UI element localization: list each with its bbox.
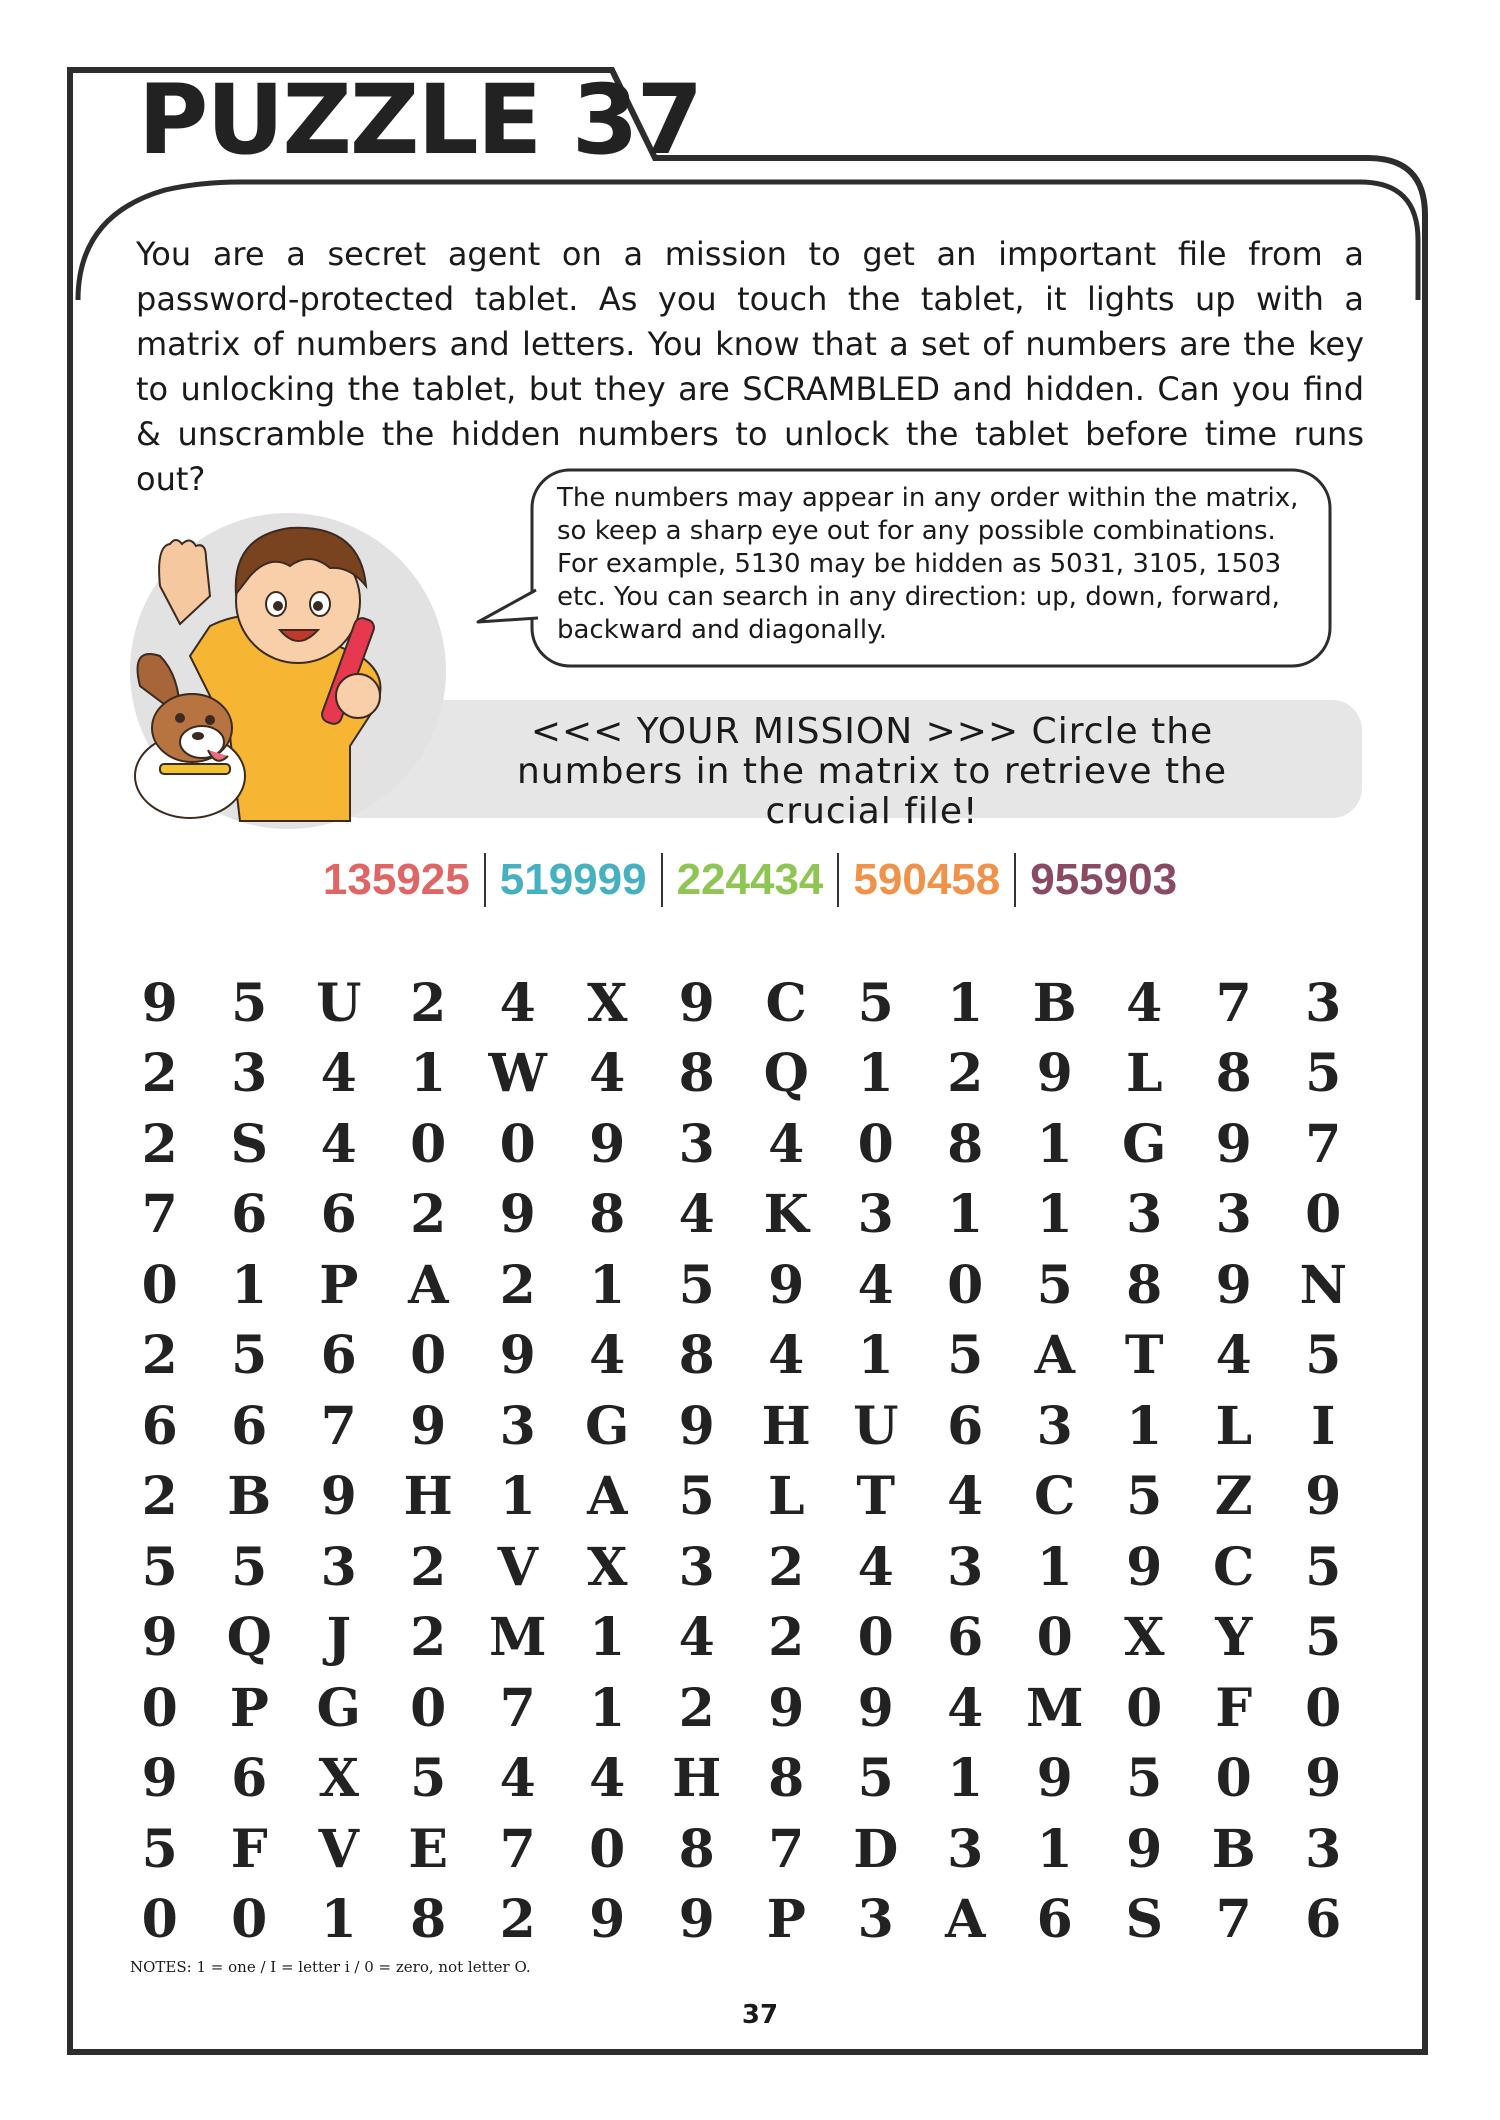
matrix-cell[interactable]: 5 (1305, 1607, 1342, 1669)
intro-paragraph: You are a secret agent on a mission to get an important file from a password-protected tablet. As you touch the tablet, it lights up with a matrix of numbers and letters. You know that a set of numbers are the key to unlocking the tablet, but they are SCRAMBLED and hidden. Can you find & unscramble the hidden numbers to unlock the tablet before time runs out? (136, 235, 1364, 498)
matrix-cell[interactable]: A (587, 1466, 628, 1528)
matrix-cell[interactable]: 9 (1036, 1043, 1073, 1105)
matrix-cell[interactable]: 1 (499, 1466, 536, 1528)
matrix-cell[interactable]: 3 (1305, 972, 1342, 1034)
matrix-cell[interactable]: 7 (320, 1395, 357, 1457)
matrix-cell[interactable]: 4 (1215, 1325, 1252, 1387)
matrix-cell[interactable]: 1 (857, 1325, 894, 1387)
matrix-cell[interactable]: 6 (320, 1325, 357, 1387)
matrix-cell[interactable]: 4 (589, 1325, 626, 1387)
matrix-cell[interactable]: M (488, 1607, 547, 1669)
matrix-cell[interactable]: 9 (678, 1889, 715, 1951)
matrix-cell[interactable]: P (766, 1889, 806, 1951)
matrix-cell[interactable]: 8 (589, 1184, 626, 1246)
target-number: 519999 (484, 853, 661, 907)
matrix-cell[interactable]: 4 (320, 1043, 357, 1105)
matrix-cell[interactable]: 3 (678, 1113, 715, 1175)
matrix-cell[interactable]: 2 (768, 1536, 805, 1598)
matrix-cell[interactable]: X (587, 1536, 628, 1598)
matrix-cell[interactable]: V (497, 1536, 538, 1598)
matrix-cell[interactable]: P (319, 1254, 359, 1316)
matrix-cell[interactable]: 4 (678, 1184, 715, 1246)
matrix-cell[interactable]: 4 (857, 1254, 894, 1316)
target-number: 224434 (661, 853, 838, 907)
matrix-cell[interactable]: 0 (410, 1113, 447, 1175)
matrix-cell[interactable]: 0 (1305, 1677, 1342, 1739)
matrix-cell[interactable]: 9 (1305, 1748, 1342, 1810)
matrix-cell[interactable]: 0 (857, 1113, 894, 1175)
matrix-cell[interactable]: 8 (678, 1043, 715, 1105)
matrix-cell[interactable]: 9 (1126, 1536, 1163, 1598)
matrix-cell[interactable]: 5 (231, 972, 268, 1034)
matrix-cell[interactable]: 2 (947, 1043, 984, 1105)
matrix-cell[interactable]: 5 (947, 1325, 984, 1387)
notes-text: NOTES: 1 = one / I = letter i / 0 = zero, not letter O. (130, 1958, 531, 1976)
matrix-cell[interactable]: 2 (768, 1607, 805, 1669)
letter-matrix (115, 968, 1368, 1955)
matrix-cell[interactable]: U (316, 972, 362, 1034)
matrix-cell[interactable]: 8 (410, 1889, 447, 1951)
matrix-cell[interactable]: 2 (410, 1536, 447, 1598)
matrix-cell[interactable]: G (316, 1677, 361, 1739)
matrix-cell[interactable]: 5 (1126, 1466, 1163, 1528)
matrix-cell[interactable]: 9 (320, 1466, 357, 1528)
matrix-cell[interactable]: 1 (947, 972, 984, 1034)
matrix-cell[interactable]: 5 (678, 1466, 715, 1528)
matrix-cell[interactable]: A (1034, 1325, 1075, 1387)
matrix-cell[interactable]: 0 (499, 1113, 536, 1175)
matrix-cell[interactable]: 6 (231, 1184, 268, 1246)
matrix-cell[interactable]: 3 (857, 1889, 894, 1951)
matrix-cell[interactable]: 7 (141, 1184, 178, 1246)
speech-bubble-tail (478, 590, 538, 622)
matrix-cell[interactable]: L (767, 1466, 805, 1528)
matrix-cell[interactable]: 5 (857, 1748, 894, 1810)
matrix-cell[interactable]: X (318, 1748, 359, 1810)
matrix-cell[interactable]: 4 (947, 1677, 984, 1739)
matrix-cell[interactable]: N (1299, 1254, 1348, 1316)
matrix-cell[interactable]: 6 (231, 1395, 268, 1457)
matrix-cell[interactable]: Q (763, 1043, 809, 1105)
matrix-cell[interactable]: K (763, 1184, 809, 1246)
matrix-cell[interactable]: 0 (947, 1254, 984, 1316)
matrix-cell[interactable]: S (230, 1113, 269, 1175)
matrix-cell[interactable]: 9 (678, 972, 715, 1034)
matrix-cell[interactable]: 1 (1126, 1395, 1163, 1457)
matrix-cell[interactable]: 1 (1036, 1184, 1073, 1246)
matrix-cell[interactable]: 3 (947, 1818, 984, 1880)
target-number: 590458 (837, 853, 1014, 907)
matrix-cell[interactable]: W (488, 1043, 547, 1105)
matrix-cell[interactable]: 9 (499, 1184, 536, 1246)
matrix-cell[interactable]: 0 (231, 1889, 268, 1951)
matrix-cell[interactable]: I (1311, 1395, 1336, 1457)
matrix-cell[interactable]: 9 (141, 972, 178, 1034)
matrix-cell[interactable]: 0 (141, 1254, 178, 1316)
target-number: 955903 (1014, 853, 1191, 907)
matrix-cell[interactable]: 4 (678, 1607, 715, 1669)
matrix-cell[interactable]: Z (1214, 1466, 1253, 1528)
matrix-cell[interactable]: 8 (768, 1748, 805, 1810)
matrix-cell[interactable]: 3 (499, 1395, 536, 1457)
matrix-cell[interactable]: 4 (857, 1536, 894, 1598)
matrix-cell[interactable]: 3 (1305, 1818, 1342, 1880)
matrix-cell[interactable]: 9 (1215, 1113, 1252, 1175)
matrix-cell[interactable]: 1 (1036, 1113, 1073, 1175)
matrix-cell[interactable]: T (1124, 1325, 1164, 1387)
matrix-cell[interactable]: 5 (141, 1818, 178, 1880)
matrix-cell[interactable]: 2 (141, 1043, 178, 1105)
matrix-cell[interactable]: 1 (947, 1184, 984, 1246)
matrix-cell[interactable]: 1 (1036, 1818, 1073, 1880)
matrix-cell[interactable]: B (1211, 1818, 1256, 1880)
matrix-cell[interactable]: 9 (589, 1889, 626, 1951)
matrix-cell[interactable]: 0 (1305, 1184, 1342, 1246)
matrix-cell[interactable]: J (326, 1607, 352, 1669)
matrix-cell[interactable]: V (318, 1818, 359, 1880)
matrix-cell[interactable]: 5 (231, 1325, 268, 1387)
matrix-cell[interactable]: 7 (1215, 1889, 1252, 1951)
agent-boy-illustration (120, 506, 450, 836)
matrix-cell[interactable]: 9 (141, 1748, 178, 1810)
matrix-cell[interactable]: 0 (410, 1677, 447, 1739)
matrix-cell[interactable]: 4 (947, 1466, 984, 1528)
matrix-cell[interactable]: 0 (141, 1889, 178, 1951)
matrix-cell[interactable]: 5 (141, 1536, 178, 1598)
tip-text: The numbers may appear in any order within the matrix, so keep a sharp eye out for any possible combinations. For example, 5130 may be hidden as 5031, 3105, 1503 etc. You can search in any direction: up, down, forward, backward and diagonally. (557, 483, 1299, 645)
matrix-cell[interactable]: 7 (1215, 972, 1252, 1034)
matrix-cell[interactable]: 9 (1305, 1466, 1342, 1528)
matrix-cell[interactable]: 3 (320, 1536, 357, 1598)
matrix-cell[interactable]: 6 (141, 1395, 178, 1457)
matrix-cell[interactable]: S (1125, 1889, 1164, 1951)
matrix-cell[interactable]: 4 (768, 1113, 805, 1175)
matrix-cell[interactable]: 2 (141, 1325, 178, 1387)
matrix-cell[interactable]: P (229, 1677, 269, 1739)
matrix-cell[interactable]: L (1215, 1395, 1253, 1457)
matrix-cell[interactable]: 8 (678, 1818, 715, 1880)
matrix-cell[interactable]: 6 (1305, 1889, 1342, 1951)
matrix-cell[interactable]: 1 (947, 1748, 984, 1810)
matrix-cell[interactable]: 9 (678, 1395, 715, 1457)
matrix-cell[interactable]: 9 (589, 1113, 626, 1175)
matrix-cell[interactable]: 0 (410, 1325, 447, 1387)
matrix-cell[interactable]: 1 (410, 1043, 447, 1105)
matrix-cell[interactable]: 5 (1036, 1254, 1073, 1316)
matrix-cell[interactable]: 9 (499, 1325, 536, 1387)
matrix-cell[interactable]: 2 (410, 1607, 447, 1669)
matrix-cell[interactable]: Y (1215, 1607, 1253, 1669)
matrix-cell[interactable]: G (1122, 1113, 1167, 1175)
matrix-cell[interactable]: H (761, 1395, 811, 1457)
matrix-cell[interactable]: 3 (678, 1536, 715, 1598)
matrix-cell[interactable]: 3 (1036, 1395, 1073, 1457)
matrix-cell[interactable]: 2 (499, 1254, 536, 1316)
matrix-cell[interactable]: 9 (857, 1677, 894, 1739)
matrix-cell[interactable]: 2 (141, 1113, 178, 1175)
matrix-cell[interactable]: 5 (1126, 1748, 1163, 1810)
matrix-cell[interactable]: 5 (857, 972, 894, 1034)
matrix-cell[interactable]: 3 (231, 1043, 268, 1105)
matrix-cell[interactable]: 9 (768, 1677, 805, 1739)
matrix-cell[interactable]: 3 (1126, 1184, 1163, 1246)
matrix-cell[interactable]: H (672, 1748, 722, 1810)
matrix-cell[interactable]: 2 (410, 1184, 447, 1246)
matrix-cell[interactable]: 1 (589, 1607, 626, 1669)
matrix-cell[interactable]: 8 (947, 1113, 984, 1175)
matrix-cell[interactable]: 9 (1215, 1254, 1252, 1316)
matrix-cell[interactable]: 4 (499, 972, 536, 1034)
matrix-cell[interactable]: 0 (1215, 1748, 1252, 1810)
matrix-cell[interactable]: T (856, 1466, 896, 1528)
matrix-cell[interactable]: 5 (231, 1536, 268, 1598)
matrix-cell[interactable]: 1 (320, 1889, 357, 1951)
matrix-cell[interactable]: 0 (1036, 1607, 1073, 1669)
matrix-cell[interactable]: 9 (410, 1395, 447, 1457)
matrix-cell[interactable]: E (408, 1818, 449, 1880)
matrix-cell[interactable]: 4 (589, 1748, 626, 1810)
matrix-cell[interactable]: X (1124, 1607, 1165, 1669)
matrix-cell[interactable]: 5 (410, 1748, 447, 1810)
matrix-cell[interactable]: D (853, 1818, 899, 1880)
matrix-cell[interactable]: 6 (1036, 1889, 1073, 1951)
matrix-cell[interactable]: 8 (1215, 1043, 1252, 1105)
matrix-cell[interactable]: 8 (678, 1325, 715, 1387)
matrix-cell[interactable]: 0 (589, 1818, 626, 1880)
matrix-cell[interactable]: L (1125, 1043, 1163, 1105)
page-title: PUZZLE 37 (138, 64, 702, 176)
matrix-cell[interactable]: 3 (1215, 1184, 1252, 1246)
target-numbers (270, 848, 1230, 912)
matrix-cell[interactable]: B (1032, 972, 1077, 1034)
matrix-cell[interactable]: 2 (141, 1466, 178, 1528)
matrix-cell[interactable]: 7 (499, 1818, 536, 1880)
matrix-cell[interactable]: 7 (768, 1818, 805, 1880)
matrix-cell[interactable]: 6 (947, 1607, 984, 1669)
matrix-cell[interactable]: 4 (499, 1748, 536, 1810)
matrix-cell[interactable]: 4 (768, 1325, 805, 1387)
matrix-cell[interactable]: 5 (1305, 1043, 1342, 1105)
matrix-cell[interactable]: 4 (589, 1043, 626, 1105)
matrix-cell[interactable]: 2 (410, 972, 447, 1034)
matrix-cell[interactable]: C (1213, 1536, 1255, 1598)
matrix-cell[interactable]: Q (226, 1607, 272, 1669)
matrix-cell[interactable]: B (227, 1466, 272, 1528)
matrix-cell[interactable]: 9 (1036, 1748, 1073, 1810)
matrix-cell[interactable]: 4 (1126, 972, 1163, 1034)
matrix-cell[interactable]: 8 (1126, 1254, 1163, 1316)
matrix-cell[interactable]: 6 (231, 1748, 268, 1810)
matrix-cell[interactable]: 0 (141, 1677, 178, 1739)
matrix-cell[interactable]: F (230, 1818, 268, 1880)
matrix-cell[interactable]: 9 (768, 1254, 805, 1316)
matrix-cell[interactable]: C (1034, 1466, 1076, 1528)
mission-text: <<< YOUR MISSION >>> Circle the numbers in the matrix to retrieve the crucial file! (516, 711, 1228, 832)
matrix-cell[interactable]: 5 (1305, 1325, 1342, 1387)
matrix-cell[interactable]: X (587, 972, 628, 1034)
matrix-cell[interactable]: 6 (947, 1395, 984, 1457)
matrix-cell[interactable]: 1 (231, 1254, 268, 1316)
matrix-cell[interactable]: 5 (678, 1254, 715, 1316)
matrix-cell[interactable]: 1 (589, 1254, 626, 1316)
matrix-cell[interactable]: 4 (320, 1113, 357, 1175)
matrix-cell[interactable]: 6 (320, 1184, 357, 1246)
matrix-cell[interactable]: 9 (141, 1607, 178, 1669)
matrix-cell[interactable]: 1 (857, 1043, 894, 1105)
matrix-cell[interactable]: 9 (1126, 1818, 1163, 1880)
matrix-cell[interactable]: 2 (499, 1889, 536, 1951)
matrix-cell[interactable]: 5 (1305, 1536, 1342, 1598)
matrix-cell[interactable]: 2 (678, 1677, 715, 1739)
matrix-cell[interactable]: 0 (857, 1607, 894, 1669)
matrix-cell[interactable]: C (765, 972, 807, 1034)
matrix-cell[interactable]: 3 (947, 1536, 984, 1598)
matrix-cell[interactable]: H (403, 1466, 453, 1528)
target-number: 135925 (322, 855, 470, 904)
matrix-cell[interactable]: 0 (1126, 1677, 1163, 1739)
matrix-cell[interactable]: G (585, 1395, 630, 1457)
matrix-cell[interactable]: 1 (1036, 1536, 1073, 1598)
matrix-cell[interactable]: F (1215, 1677, 1253, 1739)
matrix-cell[interactable]: A (408, 1254, 449, 1316)
matrix-cell[interactable]: 7 (1305, 1113, 1342, 1175)
matrix-cell[interactable]: M (1025, 1677, 1084, 1739)
matrix-cell[interactable]: U (853, 1395, 899, 1457)
matrix-cell[interactable]: 7 (499, 1677, 536, 1739)
matrix-cell[interactable]: A (945, 1889, 986, 1951)
matrix-cell[interactable]: 1 (589, 1677, 626, 1739)
page-number: 37 (741, 2000, 779, 2030)
matrix-cell[interactable]: 3 (857, 1184, 894, 1246)
